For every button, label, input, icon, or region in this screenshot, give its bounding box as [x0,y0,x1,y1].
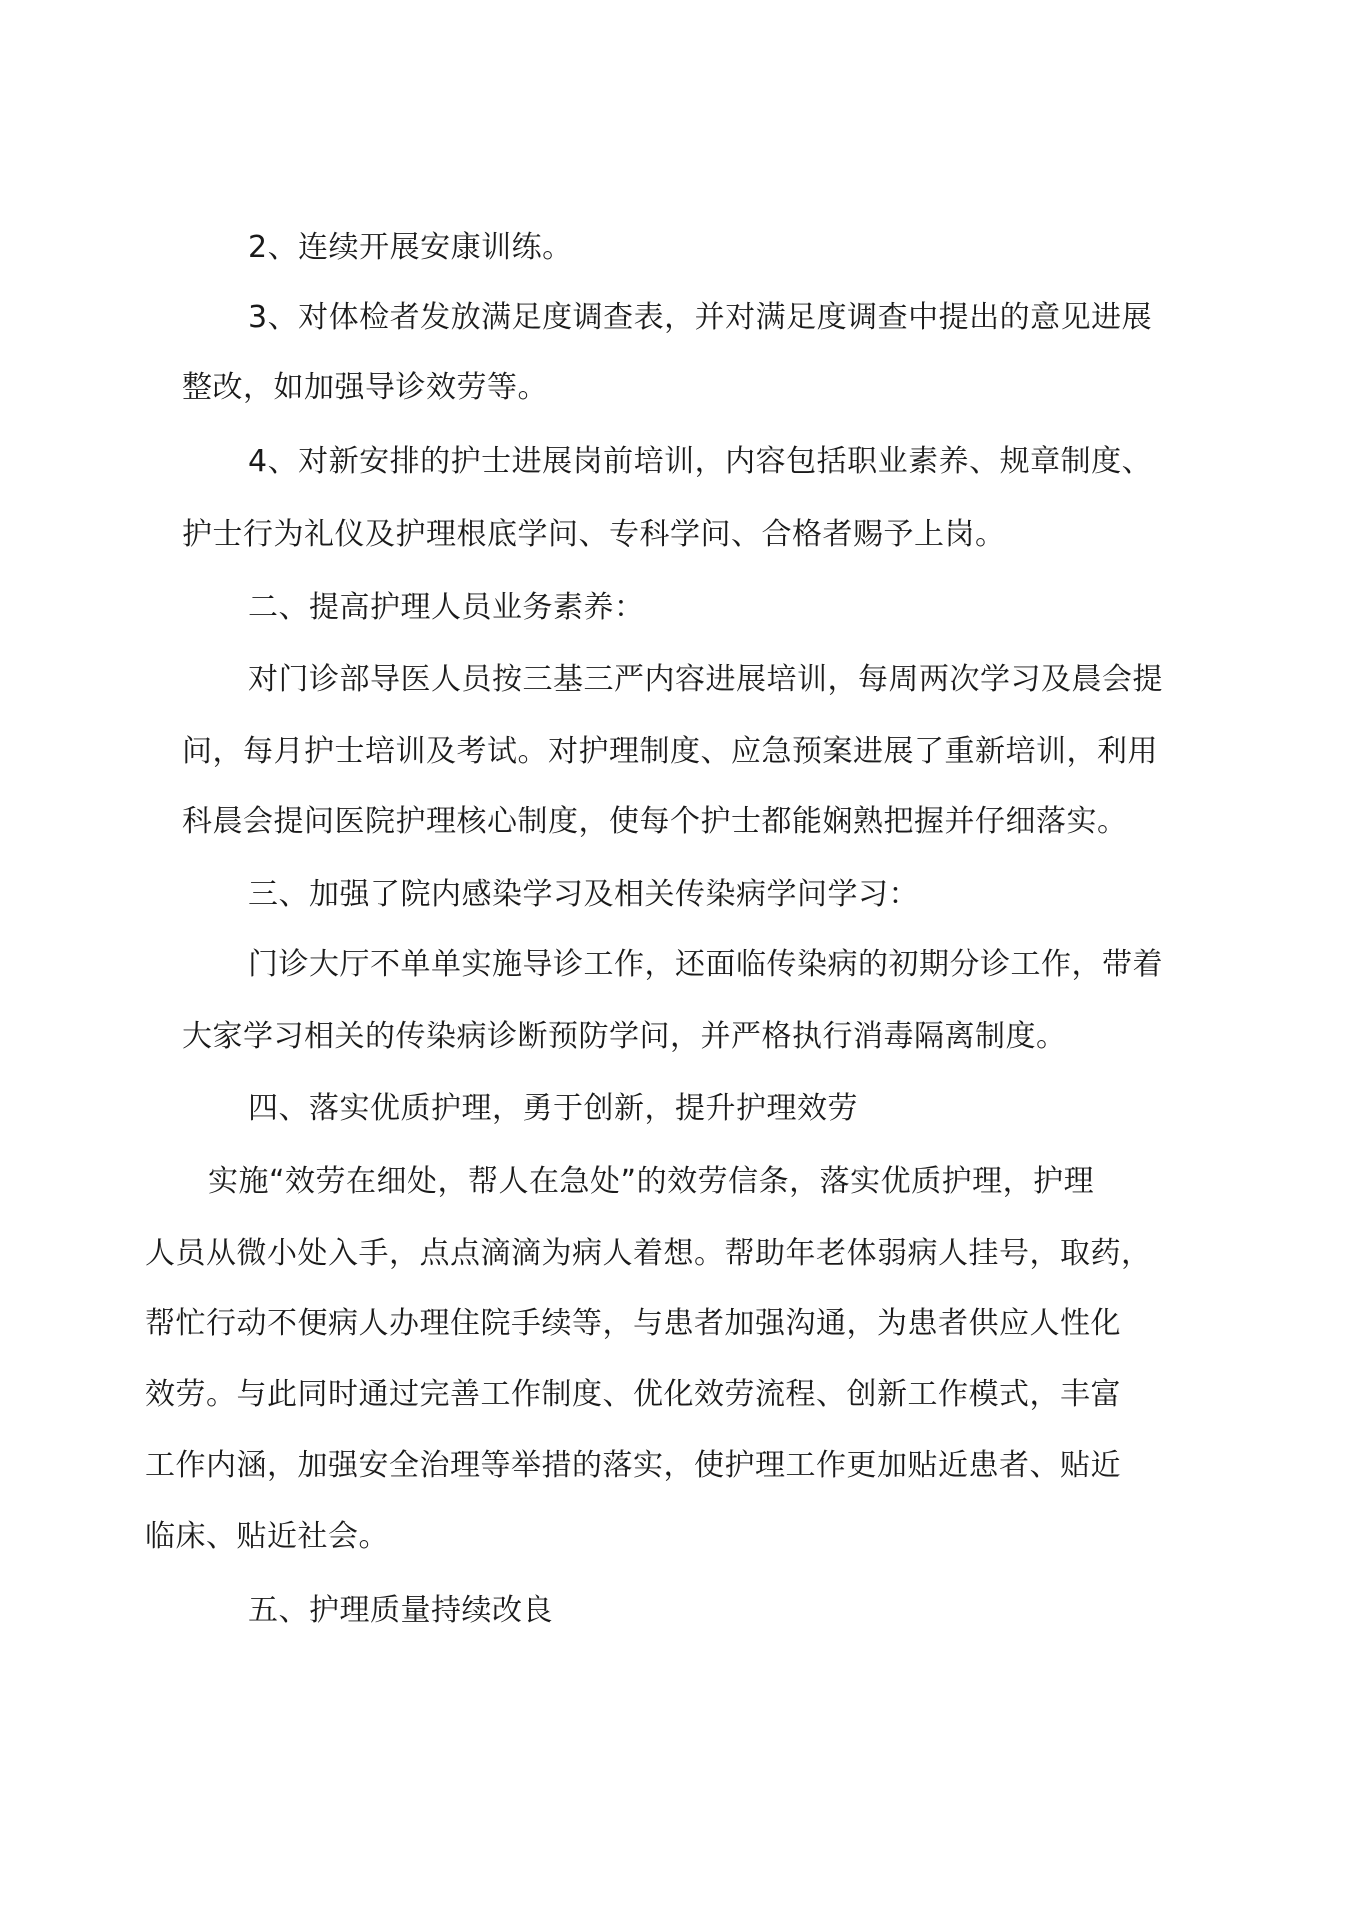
text-line-11: 门诊大厅不单单实施导诊工作，还面临传染病的初期分诊工作，带着 [248,947,1163,982]
text-line-9: 科晨会提问医院护理核心制度，使每个护士都能娴熟把握并仔细落实。 [182,804,1128,839]
text-line-3: 整改，如加强导诊效劳等。 [182,370,548,405]
text-line-8: 问，每月护士培训及考试。对护理制度、应急预案进展了重新培训，利用 [182,734,1158,769]
text-line-20: 五、护理质量持续改良 [248,1593,553,1628]
text-line-5: 护士行为礼仪及护理根底学问、专科学问、合格者赐予上岗。 [182,517,1006,552]
text-line-18: 工作内涵，加强安全治理等举措的落实，使护理工作更加贴近患者、贴近 [145,1448,1121,1483]
text-line-19: 临床、贴近社会。 [145,1519,389,1554]
text-line-14: 实施“效劳在细处，帮人在急处”的效劳信条，落实优质护理，护理 [208,1164,1095,1199]
text-line-2: 3、对体检者发放满足度调查表，并对满足度调查中提出的意见进展 [248,300,1153,335]
text-line-15: 人员从微小处入手，点点滴滴为病人着想。帮助年老体弱病人挂号，取药， [145,1236,1152,1271]
text-line-6: 二、提高护理人员业务素养： [248,590,645,625]
text-line-1: 2、连续开展安康训练。 [248,230,573,265]
text-line-17: 效劳。与此同时通过完善工作制度、优化效劳流程、创新工作模式，丰富 [145,1377,1121,1412]
text-line-12: 大家学习相关的传染病诊断预防学问，并严格执行消毒隔离制度。 [182,1019,1067,1054]
text-line-4: 4、对新安排的护士进展岗前培训，内容包括职业素养、规章制度、 [248,444,1153,479]
text-line-7: 对门诊部导医人员按三基三严内容进展培训，每周两次学习及晨会提 [248,662,1163,697]
text-line-16: 帮忙行动不便病人办理住院手续等，与患者加强沟通，为患者供应人性化 [145,1306,1121,1341]
text-line-13: 四、落实优质护理，勇于创新，提升护理效劳 [248,1091,858,1126]
text-line-10: 三、加强了院内感染学习及相关传染病学问学习： [248,877,919,912]
